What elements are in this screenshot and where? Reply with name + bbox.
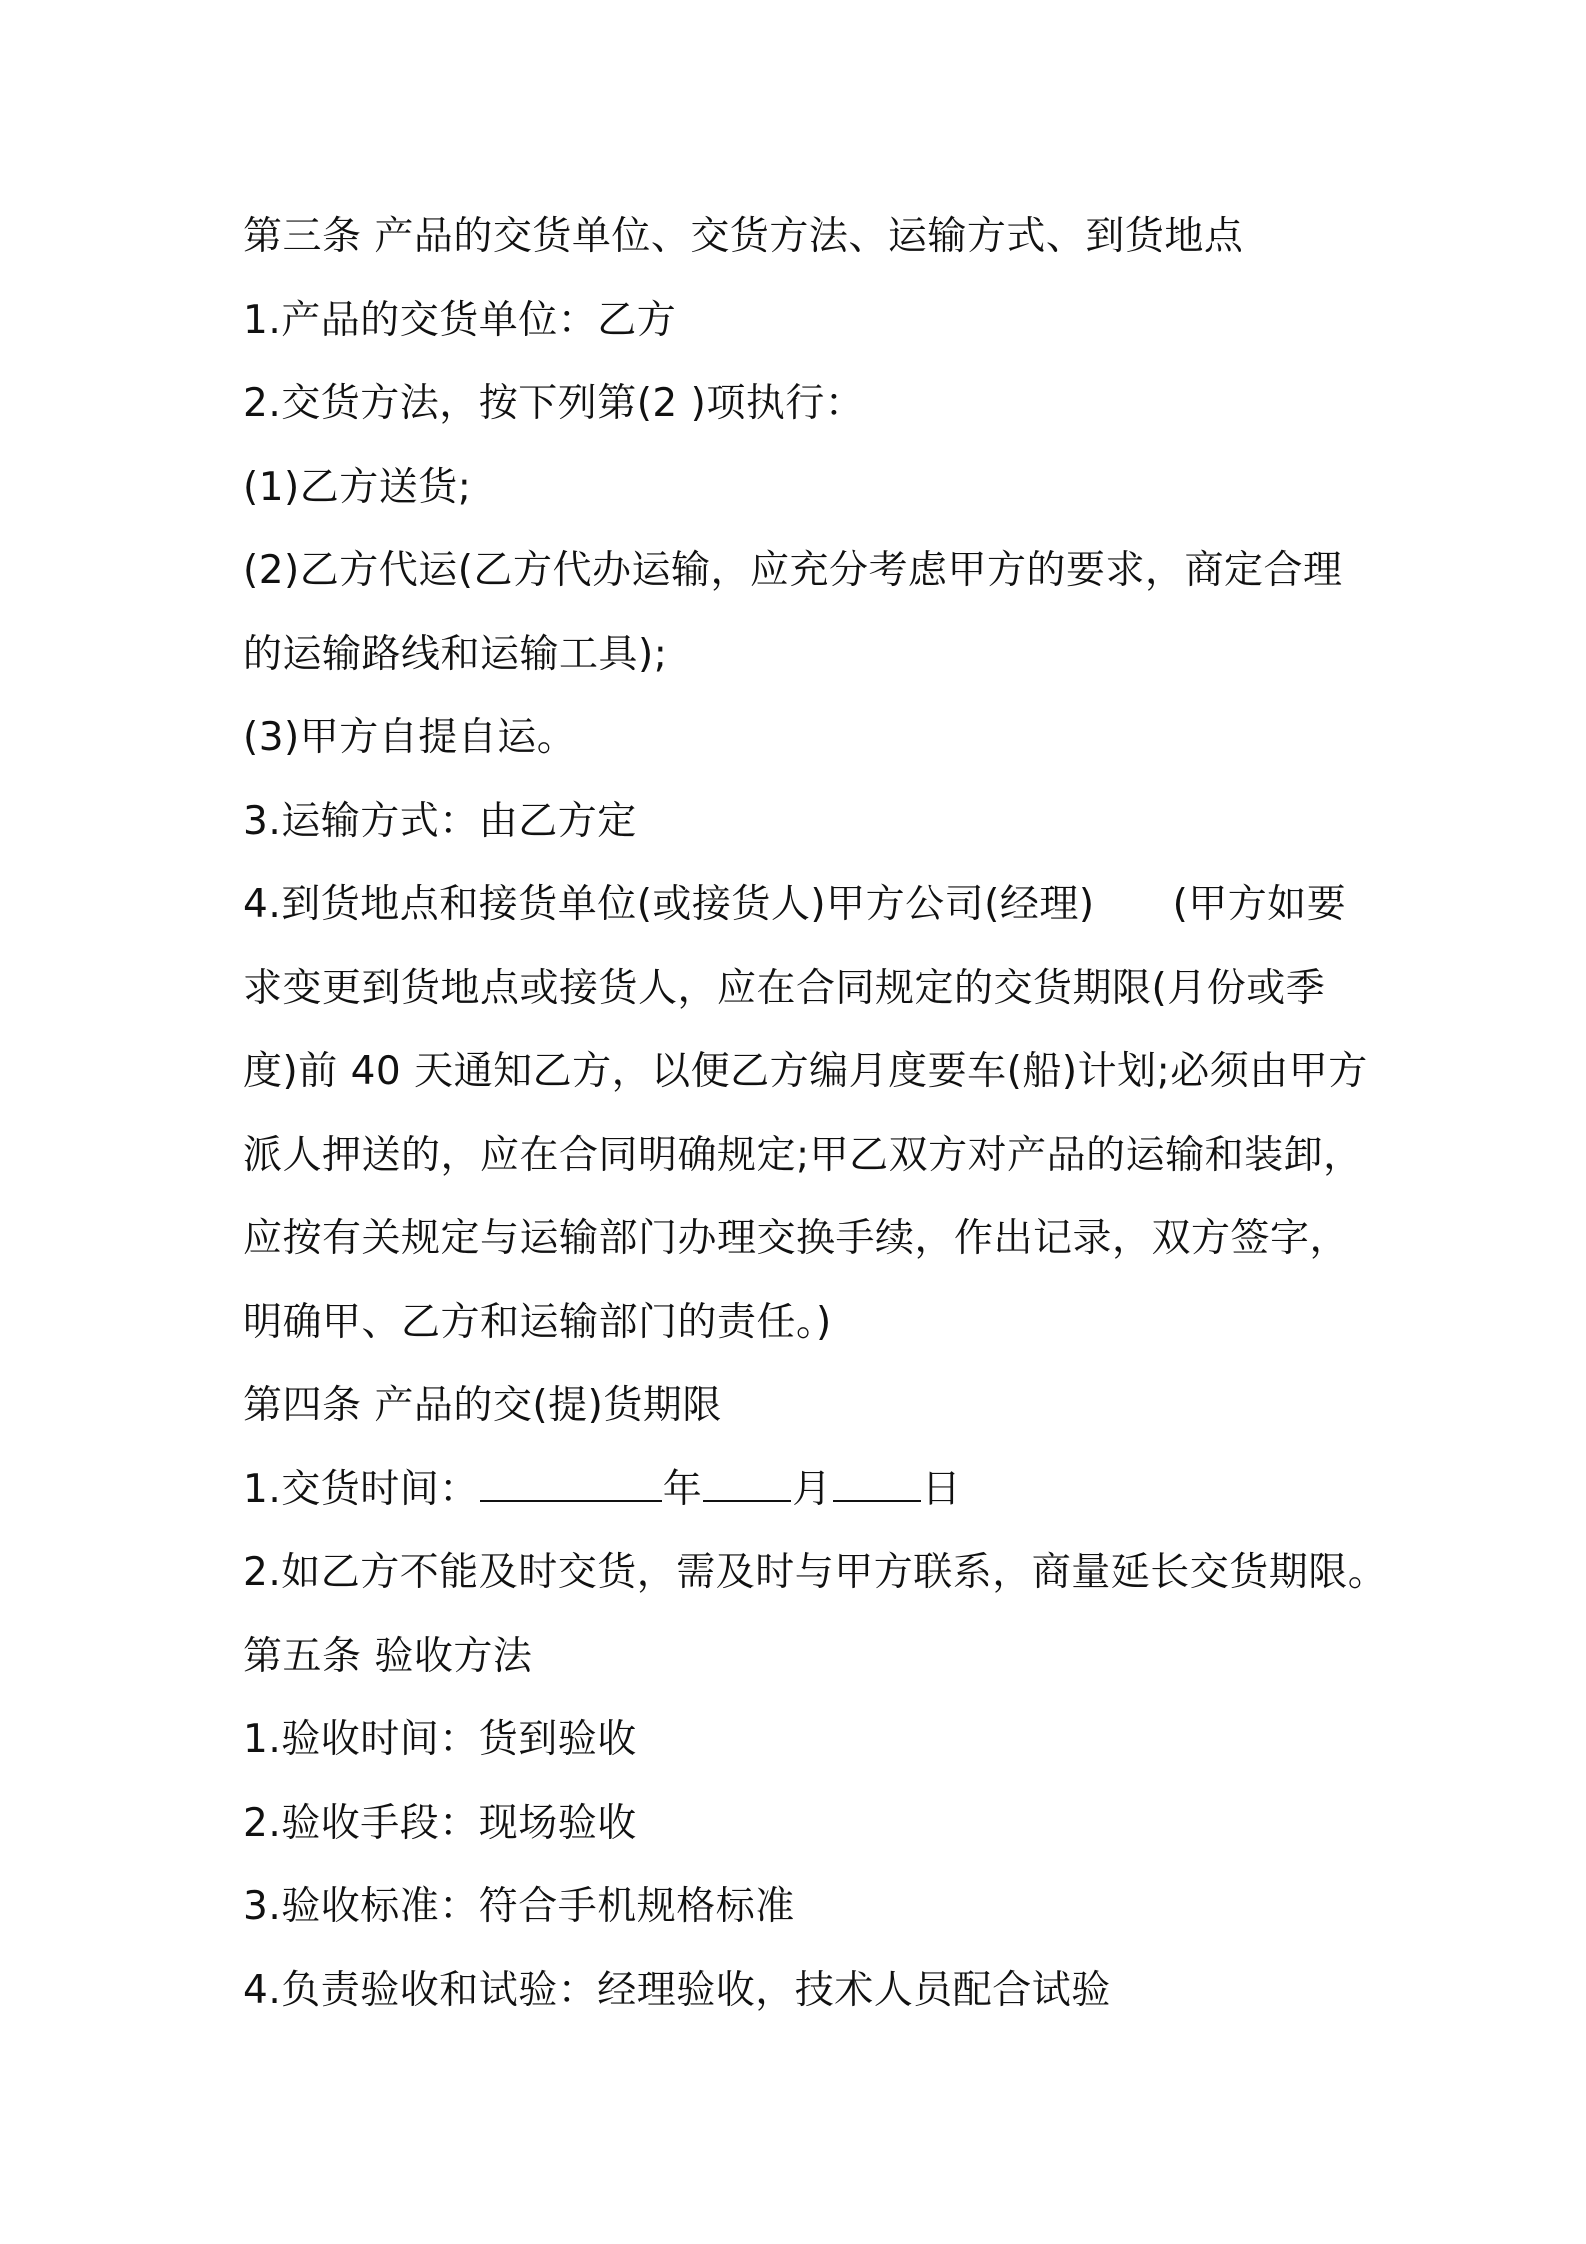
article-3-item-4-line-5: 应按有关规定与运输部门办理交换手续，作出记录，双方签字，	[243, 1216, 1350, 1261]
article-5-item-3: 3.验收标准：符合手机规格标准	[243, 1884, 795, 1929]
delivery-time-label: 1.交货时间：	[243, 1466, 479, 1512]
month-blank[interactable]	[703, 1466, 791, 1502]
article-3-option-2-line-1: (2)乙方代运(乙方代办运输，应充分考虑甲方的要求，商定合理	[243, 548, 1343, 593]
month-label: 月	[792, 1466, 832, 1512]
article-4-item-2: 2.如乙方不能及时交货，需及时与甲方联系，商量延长交货期限。	[243, 1550, 1388, 1595]
article-3-item-4-line-3: 度)前 40 天通知乙方，以便乙方编月度要车(船)计划;必须由甲方	[243, 1049, 1368, 1094]
document-body	[243, 195, 1388, 2032]
day-label: 日	[921, 1466, 962, 1512]
article-3-item-4-line-1-main: 4.到货地点和接货单位(或接货人)甲方公司(经理)	[243, 882, 1095, 927]
article-3-option-2-line-2: 的运输路线和运输工具);	[243, 631, 668, 677]
article-3-item-3: 3.运输方式：由乙方定	[243, 798, 637, 844]
article-4-title: 第四条 产品的交(提)货期限	[243, 1383, 722, 1428]
article-5-item-1: 1.验收时间：货到验收	[243, 1717, 637, 1762]
article-3-item-4-line-4: 派人押送的，应在合同明确规定;甲乙双方对产品的运输和装卸，	[243, 1132, 1363, 1178]
article-3-option-3: (3)甲方自提自运。	[243, 715, 577, 760]
article-3-item-2: 2.交货方法，按下列第(2 )项执行：	[243, 381, 865, 426]
article-3-title: 第三条 产品的交货单位、交货方法、运输方式、到货地点	[243, 214, 1244, 259]
article-5-item-4: 4.负责验收和试验：经理验收，技术人员配合试验	[243, 1967, 1111, 2013]
day-blank[interactable]	[833, 1466, 921, 1502]
article-3-item-4-line-1-note: (甲方如要	[1172, 882, 1347, 927]
year-blank[interactable]	[480, 1466, 662, 1502]
article-4-item-1	[243, 1448, 1363, 1532]
article-3-item-4-line-1	[243, 863, 1363, 947]
year-label: 年	[662, 1466, 703, 1512]
article-3-item-4-line-2: 求变更到货地点或接货人，应在合同规定的交货期限(月份或季	[243, 965, 1326, 1011]
article-5-title: 第五条 验收方法	[243, 1633, 533, 1679]
article-3-item-1: 1.产品的交货单位：乙方	[243, 297, 677, 343]
article-5-item-2: 2.验收手段：现场验收	[243, 1800, 637, 1846]
article-3-item-4-line-6: 明确甲、乙方和运输部门的责任。)	[243, 1299, 832, 1345]
article-3-option-1: (1)乙方送货;	[243, 464, 472, 510]
